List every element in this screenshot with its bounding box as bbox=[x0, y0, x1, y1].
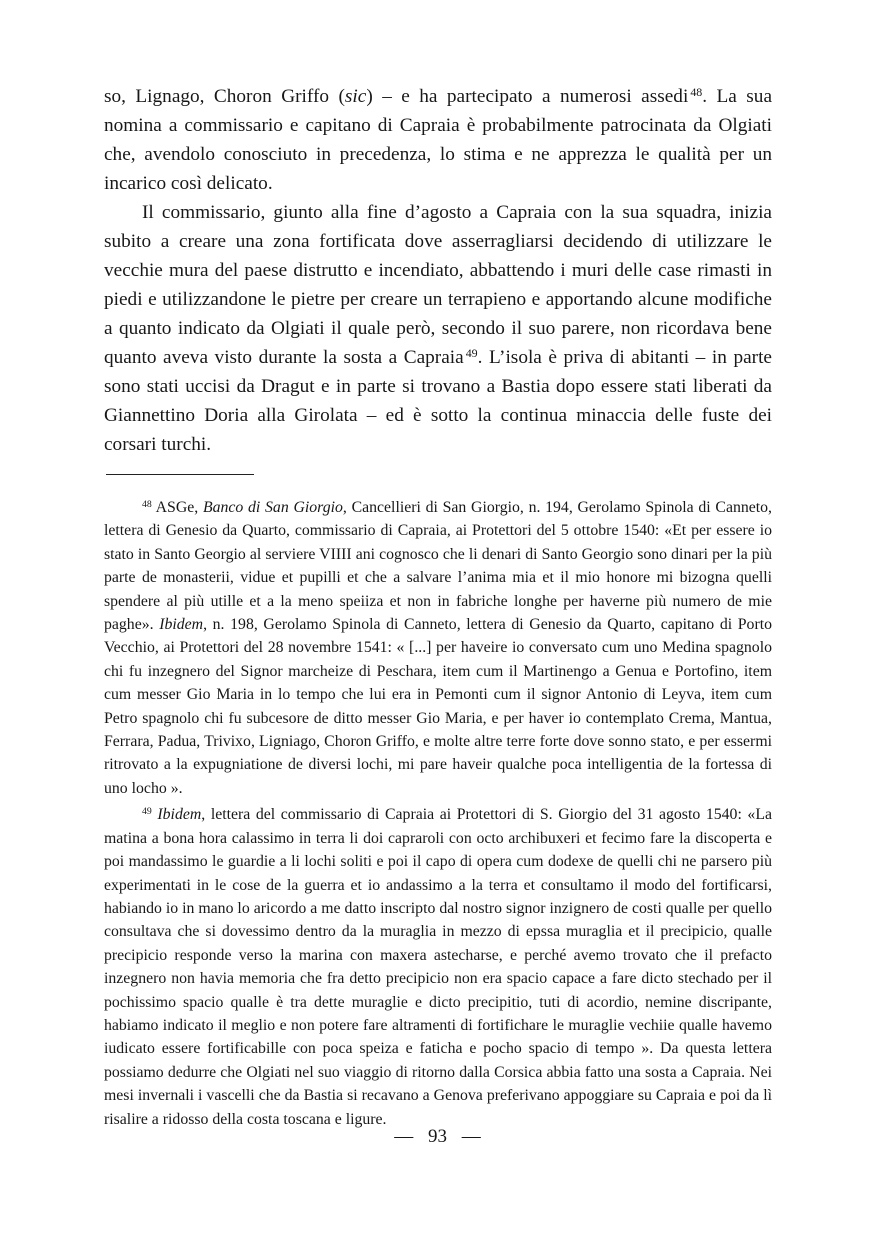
text-block bbox=[104, 82, 772, 1131]
footnote-separator bbox=[106, 474, 254, 475]
body-paragraph: Il commissario, giunto alla fine d’agosto a Capraia con la sua squadra, inizia subito a creare una zona fortificata dove asserragliarsi decidendo di utilizzare le vecchie mura del paese distrutto e incendiato, abbattendo i muri delle case rimasti in piedi e utilizzandone le pietre per creare un terrapieno e apportando alcune modifiche a quanto indicato da Olgiati il quale però, secondo il suo parere, non ricordava bene quanto aveva visto durante la sosta a Capraia $^{49}$. L’isola è priva di abitanti – in parte sono stati uccisi da Dragut e in parte si trovano a Bastia dopo essere stati liberati da Giannettino Doria alla Girolata – ed è sotto la continua minaccia delle fuste dei corsari turchi. bbox=[104, 202, 772, 455]
main-text bbox=[104, 82, 772, 459]
footnote: $^{49}$ Ibidem, lettera del commissario di Capraia ai Protettori di S. Giorgio del 31 agosto 1540: «La matina a bona hora calassimo in terra li doi capraroli con octo archibuxeri et fecimo fare la discoperta e poi mandassimo le guardie a li lochi soliti e poi il capo di opera cum dodexe de quelli chi ne parsero più experimentati in le cose de la guerra et io andassimo a la terra et consultamo il modo del fortificarsi, habiando io in mano lo aricordo a me datto inscripto dal nostro signor inzignero de costi qualle per quello consultava che si dovessimo dentro da la muraglia in mezzo di epssa muraglia et il precipicio, qualle precipicio responde verso la marina con maxera astecharse, e perché avemo trovato che il prefacto inzegnero non havia memoria che fra detto precipicio non era spacio capace a fare dicto stechado per il pochissimo spacio qualle è tra dette muraglie e dicto precipitio, tuti di acordio, nemine discripante, habiamo indicato il meglio e non potere fare altramenti di fortifichare le muraglie vechiie qualle havemo iudicato essere fortificabille con poca speiza e faticha e pocho spacio di tempo ». Da questa lettera possiamo dedurre che Olgiati nel suo viaggio di ritorno dalla Corsica abbia fatto una sosta a Capraia. Nei mesi invernali i vascelli che da Bastia si recavano a Genova preferivano appoggiare su Capraia e poi da lì risalire a ridosso della costa toscana e ligure. bbox=[104, 806, 772, 1128]
body-paragraph: so, Lignago, Choron Griffo (sic) – e ha partecipato a numerosi assedi $^{48}$. La sua nomina a commissario e capitano di Capraia è probabilmente patrocinata da Olgiati che, avendolo conosciuto in precedenza, lo stima e ne apprezza le qualità per un incarico così delicato. bbox=[104, 85, 773, 194]
footnote: $^{48}$ ASGe, Banco di San Giorgio, Cancellieri di San Giorgio, n. 194, Gerolamo Spinola di Canneto, lettera di Genesio da Quarto, commissario di Capraia, ai Protettori del 5 ottobre 1540: «Et per essere io stato in Santo Georgio al serviere VIIII ani cognosco che li denari di Santo Georgio sono dinari per la più parte de monasterii, vidue et pupilli et che a salvare l’anima mia et il mio honore mi bizogna quelli spendere al più utille et a la meno speiiza et non in fabriche longhe per haverne più numero de mie paghe». Ibidem, n. 198, Gerolamo Spinola di Canneto, lettera di Genesio da Quarto, capitano di Porto Vecchio, ai Protettori del 28 novembre 1541: « [...] per haveire io conversato cum uno Medina spagnolo chi fu inzegnero del Signor marcheize di Peschara, item cum il Martinengo a Genua e Portofino, item cum messer Gio Maria in lo tempo che lui era in Pemonti cum il signor Antonio di Leyva, item cum Petro spagnolo chi fu subcesore de ditto messer Gio Maria, e per haver io contemplato Crema, Mantua, Ferrara, Padua, Trivixo, Ligniago, Choron Griffo, e molte altre terre forte dove sonno stato, e per essermi ritrovato a la expugniatione de diversi lochi, mi pare haveir qualche poca intelligentia de la fortessa di uno locho ». bbox=[104, 499, 772, 797]
page-number: — 93 — bbox=[394, 1126, 481, 1147]
footnotes-section bbox=[104, 496, 772, 1131]
